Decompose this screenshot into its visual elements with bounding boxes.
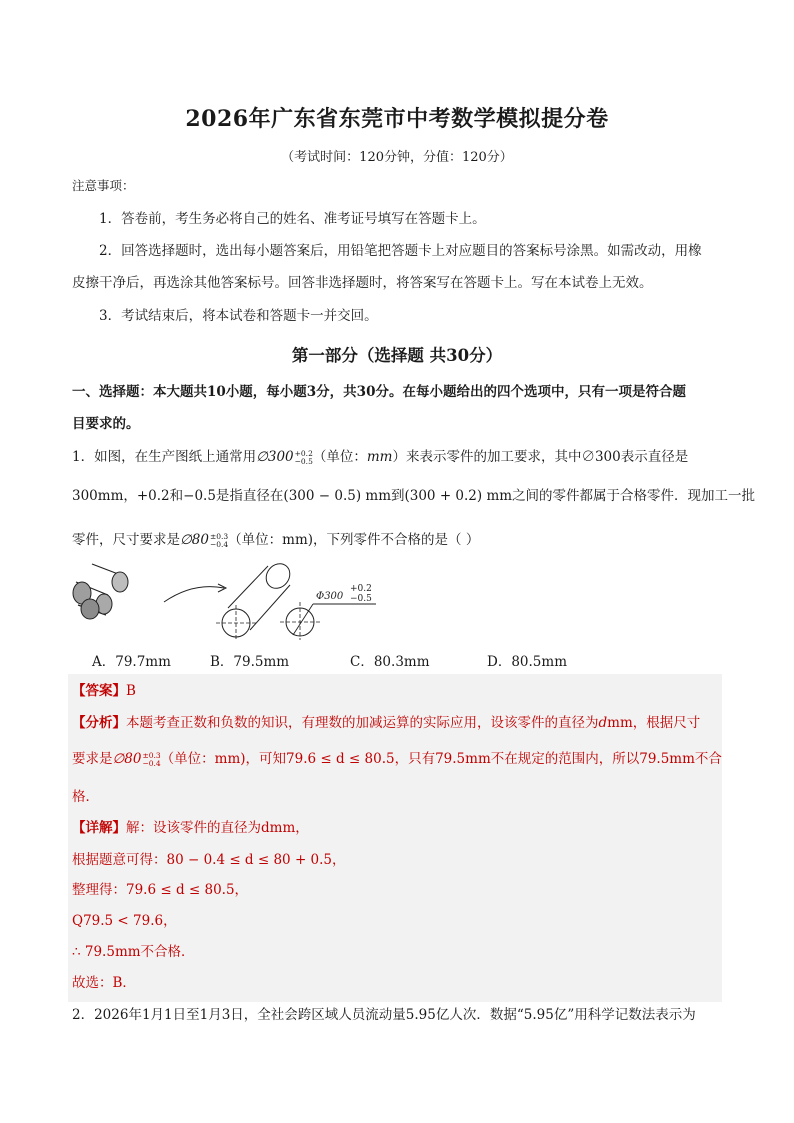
diameter-symbol: ∅80: [180, 532, 209, 548]
diameter-tolerance-upper: +0.2: [350, 584, 372, 594]
tolerance-lower: −0.4: [209, 539, 229, 549]
answer-tag: 【答案】: [72, 683, 126, 699]
diameter-label: Φ300: [316, 591, 344, 602]
detail-tag: 【详解】: [72, 820, 126, 836]
analysis-line-3: 格．: [72, 789, 99, 805]
part1-intro-line-1: 一、选择题：本大题共10小题，每小题3分，共30分。在每小题给出的四个选项中，只有一项是符合题: [72, 384, 686, 400]
arrow-icon: [164, 587, 224, 602]
diameter-symbol: ∅80: [112, 751, 142, 767]
section-title: 第一部分（选择题 共30分）: [291, 346, 503, 365]
diameter-symbol: ∅300: [256, 449, 294, 465]
answer-value: B: [126, 683, 136, 699]
option-d-label: D．: [487, 654, 512, 670]
tolerance-upper: +0.2: [294, 448, 313, 458]
option-b-label: B．: [210, 654, 234, 670]
option-c-value: 80.3mm: [373, 654, 430, 670]
notice-heading: 注意事项：: [72, 178, 135, 193]
option-c-label: C．: [350, 654, 374, 670]
exam-time-info: （考试时间：120分钟，分值：120分）: [281, 150, 513, 165]
notice-item-1: 1．答卷前，考生务必将自己的姓名、准考证号填写在答题卡上。: [99, 211, 486, 227]
q1-figure: [68, 560, 388, 640]
detail-line-1: [72, 818, 309, 838]
analysis-text: 本题考查正数和负数的知识，有理数的加减运算的实际应用，设该零件的直径为: [126, 715, 599, 731]
tolerance-upper: ±0.3: [209, 531, 229, 541]
option-c: [350, 650, 430, 670]
q1-line-1: [72, 447, 688, 467]
option-a: [92, 650, 171, 670]
detail-line-4: Q79.5 < 79.6，: [72, 913, 177, 929]
q1-line-1-end: ）来表示零件的加工要求，其中∅300表示直径是: [392, 449, 689, 465]
analysis-line-1: [72, 713, 700, 733]
q1-unit: mm: [366, 449, 393, 465]
analysis-tag: 【分析】: [72, 715, 126, 731]
detail-text: 解：设该零件的直径为dmm，: [126, 820, 309, 836]
analysis-text-end: mm，根据尺寸: [607, 715, 701, 731]
q1-line-1-start: 1．如图，在生产图纸上通常用: [72, 449, 257, 465]
analysis-line-2-start: 要求是: [72, 751, 113, 767]
tolerance-lower: −0.4: [142, 758, 161, 768]
pipe-bundle-illustration: [73, 564, 128, 619]
tolerance-stack: [210, 533, 228, 549]
detail-line-5: ∴ 79.5mm不合格．: [72, 944, 195, 960]
q1-line-3: [72, 530, 479, 550]
notice-item-2-line-1: 2．回答选择题时，选出每小题答案后，用铅笔把答题卡上对应题目的答案标号涂黑。如需改动，用橡: [99, 243, 702, 259]
detail-line-2: 根据题意可得：80 − 0.4 ≤ d ≤ 80 + 0.5，: [72, 852, 346, 868]
part1-intro-line-2: 目要求的。: [72, 416, 140, 432]
option-b-value: 79.5mm: [233, 654, 290, 670]
detail-line-6: 故选：B．: [72, 975, 136, 991]
detail-line-3: 整理得：79.6 ≤ d ≤ 80.5，: [72, 882, 249, 898]
option-a-value: 79.7mm: [115, 654, 171, 670]
option-b: [210, 650, 289, 670]
option-d-value: 80.5mm: [511, 654, 567, 670]
section-view-drawing: [280, 584, 376, 640]
analysis-line-2-end: （单位：mm)，可知79.6 ≤ d ≤ 80.5，只有79.5mm不在规定的范围内，所以79.5mm不合: [160, 751, 722, 767]
answer-line: [72, 681, 136, 701]
q1-line-3-start: 零件，尺寸要求是: [72, 532, 180, 548]
analysis-line-2: [72, 749, 722, 769]
notice-item-3: 3．考试结束后，将本试卷和答题卡一并交回。: [99, 308, 378, 324]
cylinder-drawing: [216, 560, 295, 640]
tolerance-stack: [295, 450, 313, 466]
option-a-label: A．: [92, 654, 116, 670]
q2-line-1: 2．2026年1月1日至1月3日，全社会跨区域人员流动量5.95亿人次．数据“5.95亿”用科学记数法表示为: [72, 1007, 696, 1023]
tolerance-lower: −0.5: [294, 456, 313, 466]
diameter-tolerance-lower: −0.5: [350, 594, 372, 604]
q1-unit-prefix: （单位：: [312, 449, 367, 465]
tolerance-upper: ±0.3: [142, 750, 161, 760]
q1-line-2: 300mm，+0.2和−0.5是指直径在(300 − 0.5) mm到(300 + 0.2) mm之间的零件都属于合格零件．现加工一批: [72, 488, 756, 504]
notice-item-2-line-2: 皮擦干净后，再选涂其他答案标号。回答非选择题时，将答案写在答题卡上。写在本试卷上无效。: [72, 275, 653, 291]
q1-line-3-end: （单位：mm)，下列零件不合格的是（ ）: [228, 532, 480, 548]
tolerance-stack: [142, 752, 160, 768]
page-title: 2026年广东省东莞市中考数学模拟提分卷: [185, 106, 609, 132]
option-d: [487, 650, 567, 670]
analysis-variable: d: [598, 715, 608, 731]
